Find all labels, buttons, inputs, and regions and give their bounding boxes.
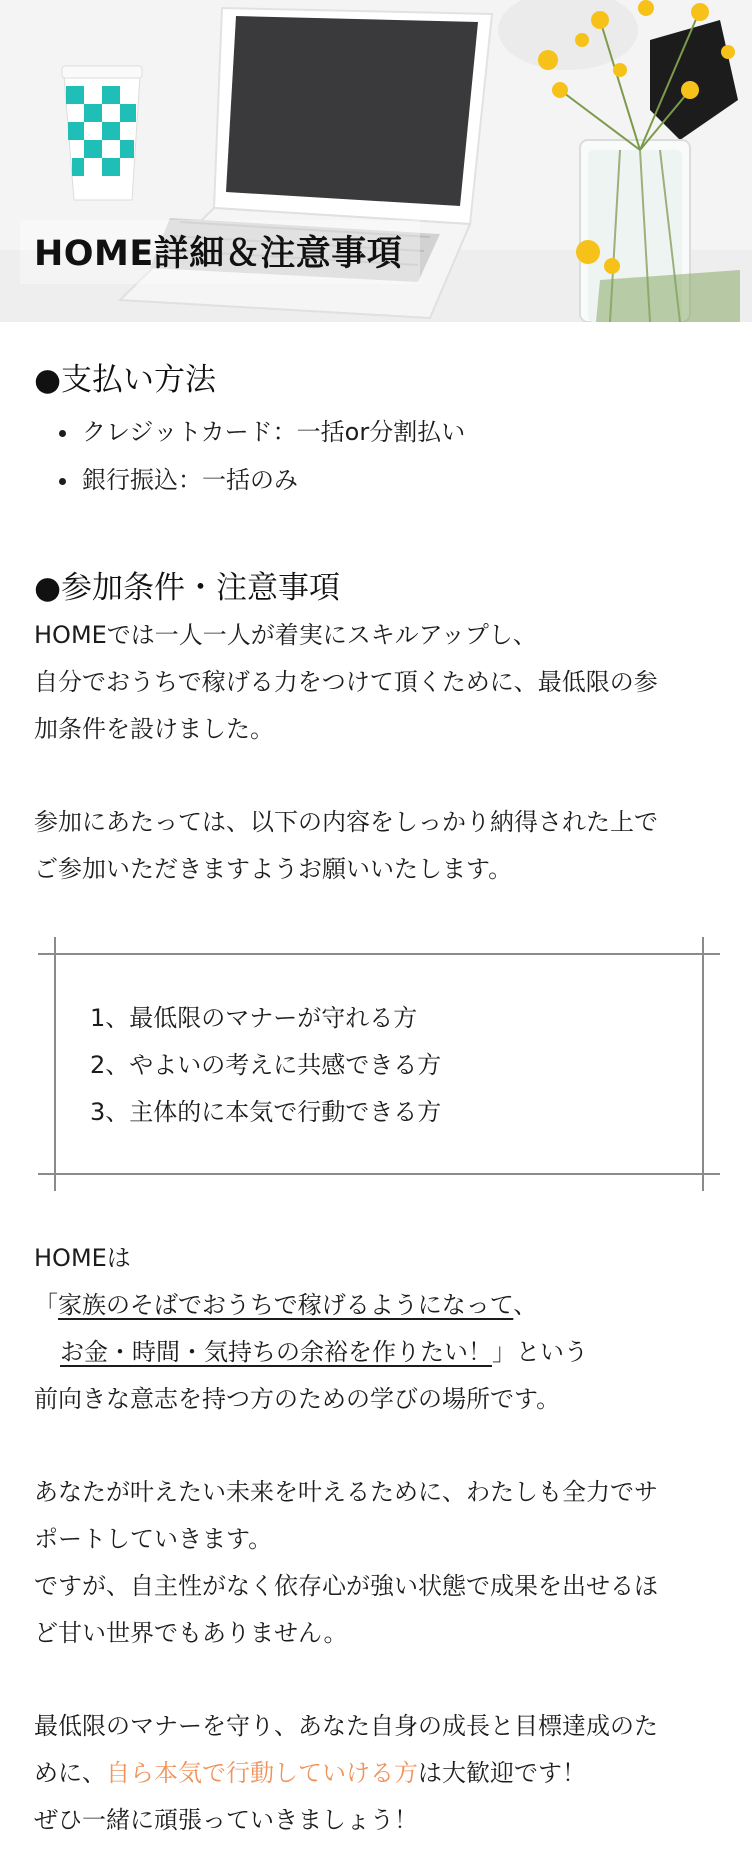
condition-item: 3、主体的に本気で行動できる方	[90, 1098, 442, 1126]
mission-line-3	[34, 1329, 718, 1376]
frame-line-left	[54, 937, 56, 1191]
support-text: あなたが叶えたい未来を叶えるために、わたしも全力でサ ポートしていきます。 ですが、自主性がなく依存心が強い状態で成果を出せるほ ど甘い世界でもありません。	[34, 1478, 658, 1647]
spacer	[34, 753, 718, 799]
hero-banner	[0, 0, 752, 322]
payment-heading: ●支払い方法	[34, 362, 217, 398]
conditions-heading: ●参加条件・注意事項	[34, 570, 341, 606]
quote-open: 「	[34, 1291, 58, 1319]
closing-line-1: 最低限のマナーを守り、あなた自身の成長と目標達成のた	[34, 1712, 658, 1740]
spacer	[34, 504, 718, 564]
condition-item: 1、最低限のマナーが守れる方	[90, 1004, 418, 1032]
page-title: HOME詳細＆注意事項	[34, 234, 403, 274]
conditions-request: 参加にあたっては、以下の内容をしっかり納得された上で ご参加いただきますようお願いいたします。	[34, 808, 658, 883]
condition-item: 2、やよいの考えに共感できる方	[90, 1051, 442, 1079]
conditions-list	[90, 995, 441, 1136]
quote-comma: 、	[513, 1291, 538, 1319]
closing-line-3: ぜひ一緒に頑張っていきましょう！	[34, 1806, 418, 1834]
conditions-box	[38, 937, 720, 1191]
mission-quote-underlined-1: 家族のそばでおうちで稼げるようになって	[58, 1291, 514, 1319]
support-section	[34, 1469, 718, 1657]
mission-quote-underlined-2: お金・時間・気持ちの余裕を作りたい！	[60, 1338, 492, 1366]
mission-line-2	[34, 1282, 718, 1329]
payment-section	[34, 356, 718, 504]
closing-line-2-after: は大歓迎です！	[418, 1759, 586, 1787]
payment-method-credit: • クレジットカード：一括or分割払い	[80, 408, 718, 456]
main-content	[0, 322, 752, 1844]
closing-line-2	[34, 1750, 718, 1797]
quote-close: 」という	[492, 1338, 588, 1366]
spacer	[34, 1423, 718, 1469]
mission-section	[34, 1235, 718, 1423]
mission-line-1: HOMEは	[34, 1244, 131, 1272]
frame-line-bottom	[38, 1173, 720, 1175]
closing-section	[34, 1703, 718, 1844]
conditions-intro: HOMEでは一人一人が着実にスキルアップし、 自分でおうちで稼げる力をつけて頂くために、最低限の参 加条件を設けました。	[34, 621, 658, 743]
closing-line-2-before: めに、	[34, 1759, 106, 1787]
spacer	[34, 1657, 718, 1703]
payment-methods-list	[34, 408, 718, 504]
conditions-section	[34, 564, 718, 1191]
payment-method-bank: • 銀行振込：一括のみ	[80, 456, 718, 504]
closing-highlight: 自ら本気で行動していける方	[106, 1759, 418, 1787]
frame-line-right	[702, 937, 704, 1191]
mission-line-4: 前向きな意志を持つ方のための学びの場所です。	[34, 1385, 561, 1413]
spacer	[34, 1191, 718, 1235]
frame-line-top	[38, 953, 720, 955]
cup-illustration	[62, 66, 142, 200]
